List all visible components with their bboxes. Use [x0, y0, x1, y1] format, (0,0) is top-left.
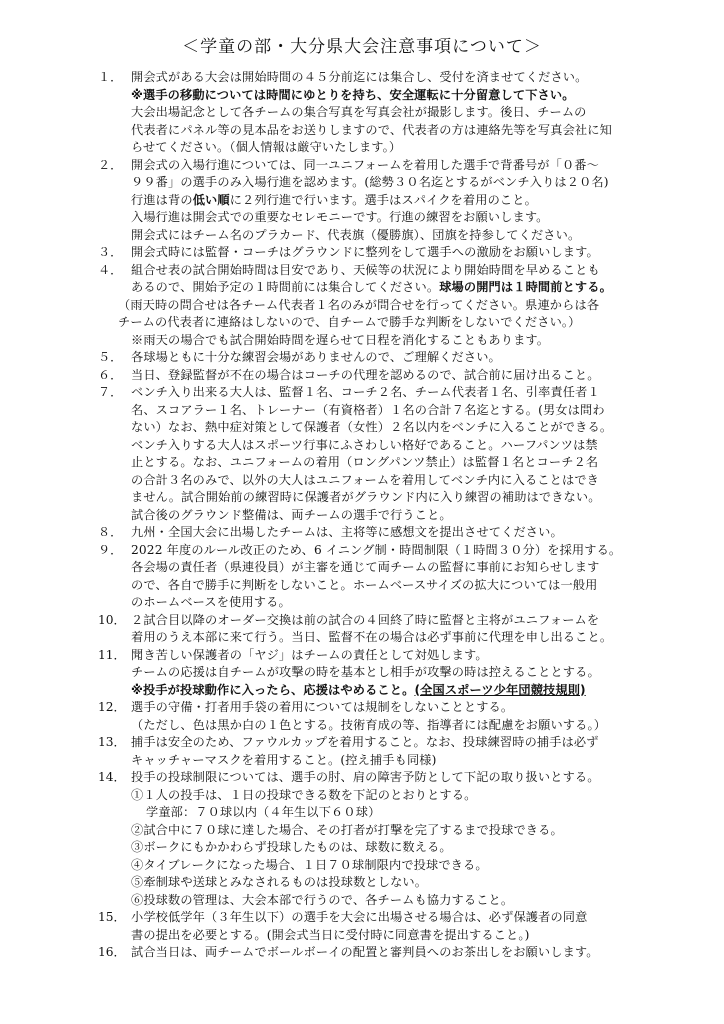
item-line: ⑤牽制球や送球とみなされるものは投球数としない。 — [131, 875, 428, 889]
item-line: 当日、登録監督が不在の場合はコーチの代理を認めるので、試合前に届け出ること。 — [131, 367, 600, 382]
item-line: 試合後のグラウンド整備は、両チームの選手で行うこと。 — [131, 507, 452, 522]
item-line: 選手の守備・打者用手袋の着用については規制をしないこととする。 — [131, 700, 514, 714]
item-line: ２試合目以降のオーダー交換は前の試合の４回終了時に監督と主将がユニフォームを — [131, 612, 600, 627]
item-line: ①１人の投手は、１日の投球できる数を下記のとおりとする。 — [131, 787, 477, 802]
item-line: 行進は背の低い順に２列行進で行います。選手はスパイクを着用のこと。 — [131, 192, 537, 207]
item-number: 13． — [98, 735, 126, 749]
item-line: 2022 年度のルール改正のため、6 イニング制・時間制限（１時間３０分）を採用する。 — [131, 542, 622, 557]
item-line: 組合せ表の試合開始時間は目安であり、天候等の状況により開始時間を早めることも — [131, 262, 600, 277]
item-line: 名、スコアラー１名、トレーナー（有資格者）１名の合計７名迄とする。(男女は問わ — [131, 402, 605, 417]
item-line: ※選手の移動については時間にゆとりを持ち、安全運転に十分留意して下さい。 — [131, 87, 575, 102]
notice-item — [0, 367, 724, 385]
item-number: 12． — [98, 700, 126, 714]
notice-item — [0, 647, 724, 700]
item-line: 各会場の責任者（県連役員）が主審を通じて両チームの監督に事前にお知らせします — [131, 560, 600, 574]
notice-item — [0, 262, 724, 350]
notice-item — [0, 734, 724, 769]
item-line: 代表者にパネル等の見本品をお送りしますので、代表者の方は連絡先等を写真会社に知 — [131, 122, 612, 137]
notice-item — [0, 944, 724, 962]
item-line: ※投手が投球動作に入ったら、応援はやめること。(全国スポーツ少年団競技規則) — [131, 682, 586, 697]
item-line: ません。試合開始前の練習時に保護者がグラウンド内に入り練習の補助はできない。 — [131, 490, 601, 504]
notice-item — [0, 524, 724, 542]
item-line: 止とする。なお、ユニフォームの着用（ロングパンツ禁止）は監督１名とコーチ２名 — [131, 455, 599, 469]
notice-item — [0, 542, 724, 612]
notice-item — [0, 349, 724, 367]
item-line: ので、各自で勝手に判断をしないこと。ホームベースサイズの拡大については一般用 — [131, 577, 598, 592]
item-number: ８． — [98, 525, 123, 539]
item-line: らせてください。（個人情報は厳守いたします。） — [131, 140, 402, 154]
notice-item — [0, 384, 724, 524]
item-line: あるので、開始予定の１時間前には集合してください。球場の開門は１時間前とする。 — [131, 280, 612, 294]
item-number: ５． — [98, 350, 123, 364]
item-line: 着用のうえ本部に来て行う。当日、監督不在の場合は必ず事前に代理を申し出ること。 — [131, 630, 613, 644]
item-line: 大会出場記念として各チームの集合写真を写真会社が撮影します。後日、チームの — [131, 105, 587, 119]
item-line: ９９番」の選手のみ入場行進を認めます。(総勢３０名迄とするがベンチ入りは２０名) — [131, 175, 609, 189]
item-line: 各球場ともに十分な練習会場がありませんので、ご理解ください。 — [131, 350, 501, 364]
item-line: （雨天時の問合せは各チーム代表者１名のみが問合せを行ってください。県連からは各 — [118, 297, 600, 312]
item-line: （ただし、色は黒か白の１色とする。技術育成の等、指導者には配慮をお願いする。） — [131, 717, 607, 732]
item-number: 11． — [98, 647, 126, 662]
item-line: キャッチャーマスクを着用すること。(控え捕手も同様) — [131, 752, 437, 767]
item-line: ②試合中に７０球に達した場合、その打者が打撃を完了するまで投球できる。 — [131, 822, 563, 837]
item-number: 14． — [98, 770, 126, 784]
item-line: 学童部：７０球以内（４年生以下６０球） — [146, 805, 381, 819]
item-line: ベンチ入りする大人はスポーツ行事にふさわしい格好であること。ハーフパンツは禁 — [131, 437, 598, 452]
item-number: ３． — [98, 245, 123, 259]
notice-item — [0, 69, 724, 157]
item-number: ６． — [98, 367, 123, 382]
item-line: ③ボークにもかかわらず投球したものは、球数に数える。 — [131, 840, 452, 854]
emphasis-text: (全国スポーツ少年団競技規則) — [414, 682, 586, 697]
item-line: 九州・全国大会に出場したチームは、主将等に感想文を提出させてください。 — [131, 525, 563, 539]
item-number: ２． — [98, 157, 123, 172]
item-line: 開会式時には監督・コーチはグラウンドに整列をして選手への激励をお願いします。 — [131, 245, 599, 259]
item-number: 16． — [98, 945, 126, 959]
item-line: チームの応援は自チームが攻撃の時を基本とし相手が攻撃の時は控えることとする。 — [131, 665, 600, 679]
item-number: ７． — [98, 385, 123, 399]
item-number: 10． — [98, 612, 126, 627]
notice-list — [0, 69, 724, 962]
item-line: 入場行進は開会式での重要なセレモニーです。行進の練習をお願いします。 — [131, 210, 549, 224]
item-number: ４． — [98, 262, 123, 277]
notice-item — [0, 244, 724, 262]
item-line: 開会式にはチーム名のプラカード、代表旗（優勝旗）、団旗を持参してください。 — [131, 227, 581, 242]
item-number: 15． — [98, 910, 126, 924]
item-line: 試合当日は、両チームでボールボーイの配置と審判員へのお茶出しをお願いします。 — [131, 945, 599, 959]
notice-item — [0, 909, 724, 944]
notice-item — [0, 699, 724, 734]
item-line: チームの代表者に連絡はしないので、自チームで勝手な判断をしないでください。） — [118, 315, 581, 329]
item-line: 開会式がある大会は開始時間の４５分前迄には集合し、受付を済ませてください。 — [131, 70, 588, 84]
emphasis-text: 低い順 — [192, 192, 230, 207]
item-line: 開会式の入場行進については、同一ユニフォームを着用した選手で背番号が「０番～ — [131, 157, 599, 172]
emphasis-text: 球場の開門は１時間前とする。 — [439, 280, 612, 294]
notice-item — [0, 769, 724, 909]
item-number: ９． — [98, 542, 123, 557]
page-title: ＜学童の部・大分県大会注意事項について＞ — [182, 37, 542, 57]
item-line: 捕手は安全のため、ファウルカップを着用すること。なお、投球練習時の捕手は必ず — [131, 735, 599, 749]
item-line: ベンチ入り出来る大人は、監督１名、コーチ２名、チーム代表者１名、引率責任者１ — [131, 385, 600, 399]
item-line: のホームベースを使用する。 — [131, 595, 291, 609]
item-line: ない）なお、熱中症対策として保護者（女性）２名以内をベンチに入ることができる。 — [131, 420, 613, 434]
notice-item — [0, 157, 724, 245]
item-line: 投手の投球制限については、選手の肘、肩の障害予防として下記の取り扱いとする。 — [131, 770, 600, 784]
item-line: ※雨天の場合でも試合開始時間を遅らせて日程を消化することもあります。 — [131, 332, 550, 347]
item-line: ⑥投球数の管理は、大会本部で行うので、各チームも協力すること。 — [131, 892, 514, 907]
item-line: の合計３名のみで、以外の大人はユニフォームを着用してベンチ内に入ることはでき — [131, 472, 599, 487]
item-line: ④タイブレークになった場合、１日７０球制限内で投球できる。 — [131, 857, 488, 872]
item-line: 聞き苦しい保護者の「ヤジ」はチームの責任として対処します。 — [131, 647, 488, 662]
item-line: 書の提出を必要とする。(開会式当日に受付時に同意書を提出すること。) — [131, 927, 530, 942]
item-line: 小学校低学年（３年生以下）の選手を大会に出場させる場合は、必ず保護者の同意 — [131, 910, 588, 924]
item-number: １． — [98, 70, 123, 84]
notice-item — [0, 612, 724, 647]
